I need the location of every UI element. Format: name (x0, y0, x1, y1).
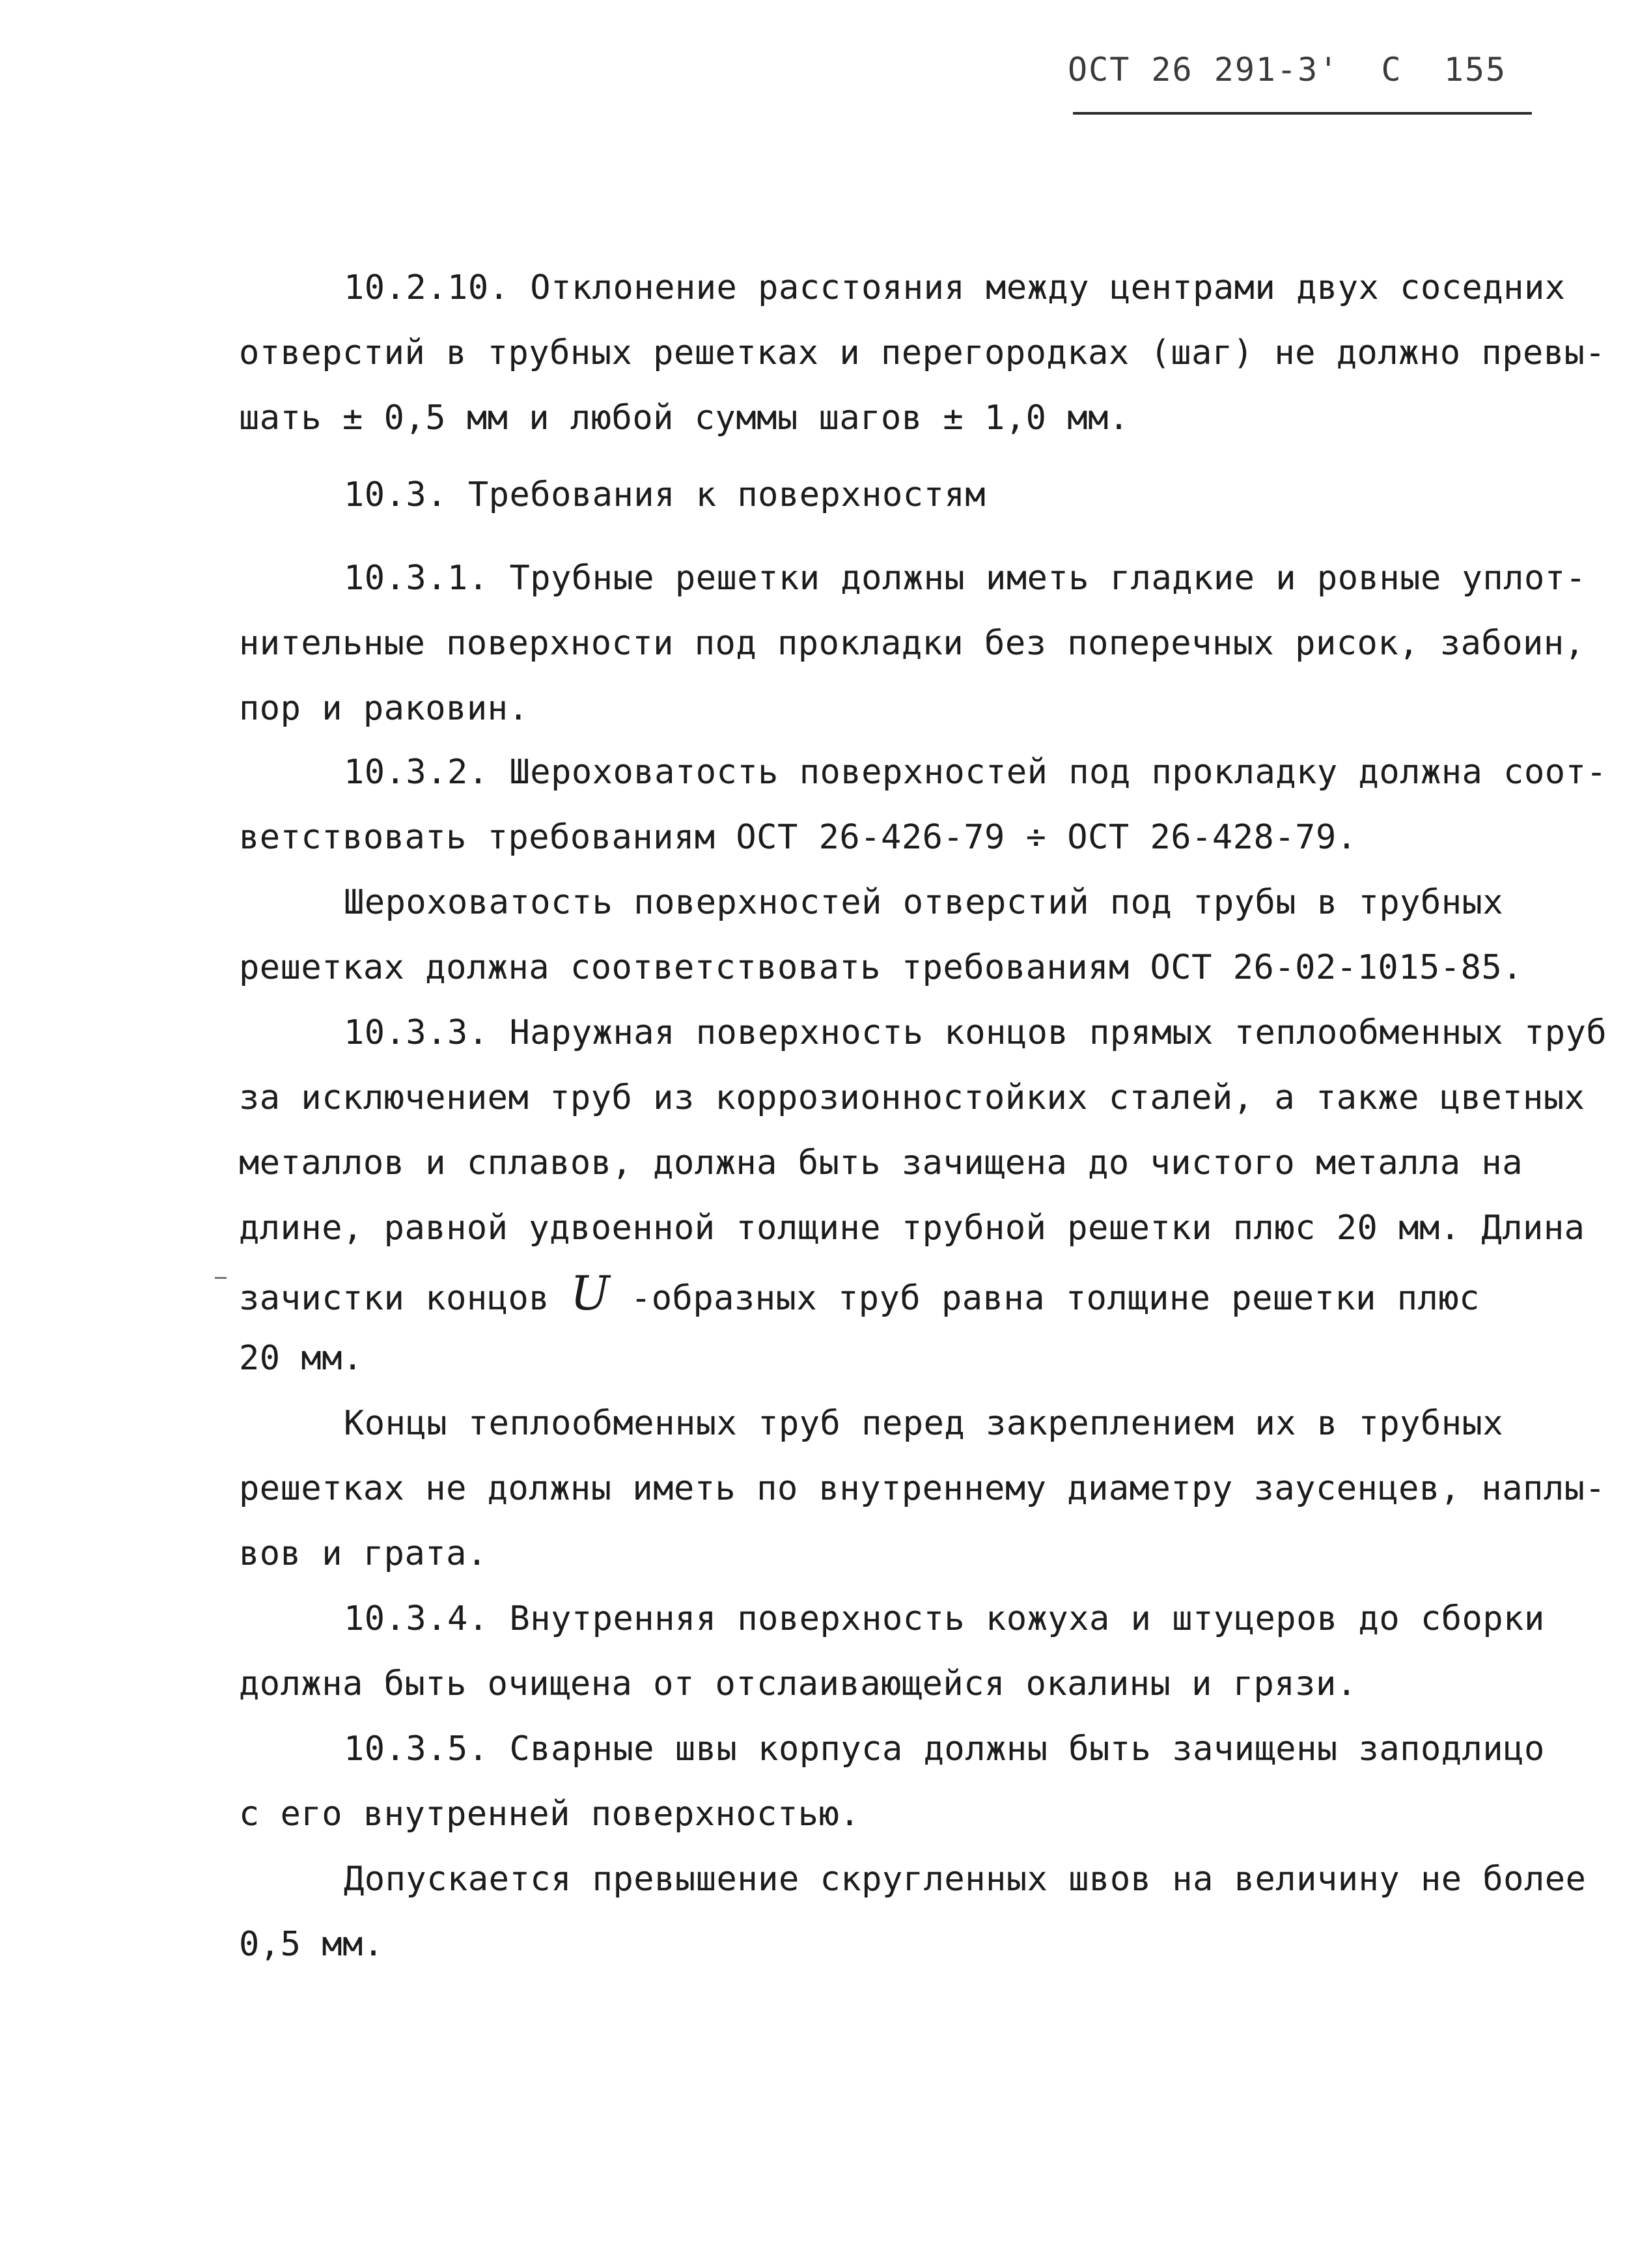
para-10-3-1-line-2: нительные поверхности под прокладки без поперечных рисок, забоин, (239, 624, 1585, 663)
para-10-3-5b-line-2: 0,5 мм. (239, 1925, 384, 1964)
para-10-2-10-line-2: отверстий в трубных решетках и перегородках (шаг) не должно превы- (239, 333, 1606, 372)
para-10-3-2-line-2: ветствовать требованиям ОСТ 26-426-79 ÷ ОСТ 26-428-79. (239, 818, 1357, 857)
header-underline (1073, 112, 1532, 115)
para-10-3-3b-line-3: вов и грата. (239, 1534, 488, 1573)
para-10-3-4-line-1: 10.3.4. Внутренняя поверхность кожуха и штуцеров до сборки (344, 1599, 1545, 1638)
para-10-2-10-line-3: шать ± 0,5 мм и любой суммы шагов ± 1,0 мм. (239, 399, 1130, 438)
para-10-3-5b-line-1: Допускается превышение скругленных швов на величину не более (344, 1860, 1587, 1899)
para-10-3-5-line-2: с его внутренней поверхностью. (239, 1795, 861, 1834)
para-10-3-3-line-1: 10.3.3. Наружная поверхность концов прямых теплообменных труб (344, 1013, 1607, 1052)
margin-mark (215, 1277, 227, 1279)
para-10-3-3-line-5-end: -образных труб равна толщине решетки плюс (610, 1279, 1480, 1318)
para-10-3-2b-line-2: решетках должна соответствовать требованиям ОСТ 26-02-1015-85. (239, 948, 1523, 987)
para-10-3-3b-line-2: решетках не должны иметь по внутреннему диаметру заусенцев, наплы- (239, 1469, 1606, 1508)
para-10-3-3-line-2: за исключением труб из коррозионностойких сталей, а также цветных (239, 1078, 1585, 1117)
document-header-code: ОСТ 26 291-3' С 155 (1068, 51, 1507, 89)
para-10-3-3b-line-1: Концы теплообменных труб перед закреплением их в трубных (344, 1404, 1504, 1443)
para-10-3-3-line-3: металлов и сплавов, должна быть зачищена до чистого металла на (239, 1143, 1523, 1183)
para-10-3-3-line-6: 20 мм. (239, 1339, 363, 1378)
para-10-3-5-line-1: 10.3.5. Сварные швы корпуса должны быть зачищены заподлицо (344, 1729, 1545, 1769)
u-shape-letter: U (570, 1266, 611, 1321)
para-10-3-1-line-3: пор и раковин. (239, 689, 529, 728)
para-10-3-1-line-1: 10.3.1. Трубные решетки должны иметь гладкие и ровные уплот- (344, 559, 1587, 598)
para-10-3-2-line-1: 10.3.2. Шероховатость поверхностей под прокладку должна соот- (344, 753, 1607, 792)
para-10-3-4-line-2: должна быть очищена от отслаивающейся окалины и грязи. (239, 1664, 1357, 1703)
para-10-3-3-line-5-start: зачистки концов (239, 1279, 570, 1318)
para-10-3-3-line-4: длине, равной удвоенной толщине трубной решетки плюс 20 мм. Длина (239, 1209, 1585, 1248)
para-10-3-2b-line-1: Шероховатость поверхностей отверстий под трубы в трубных (344, 883, 1504, 922)
para-10-3-3-line-5 (239, 1266, 1480, 1321)
para-10-2-10-line-1: 10.2.10. Отклонение расстояния между центрами двух соседних (344, 268, 1566, 307)
section-heading-10-3: 10.3. Требования к поверхностям (344, 475, 986, 514)
